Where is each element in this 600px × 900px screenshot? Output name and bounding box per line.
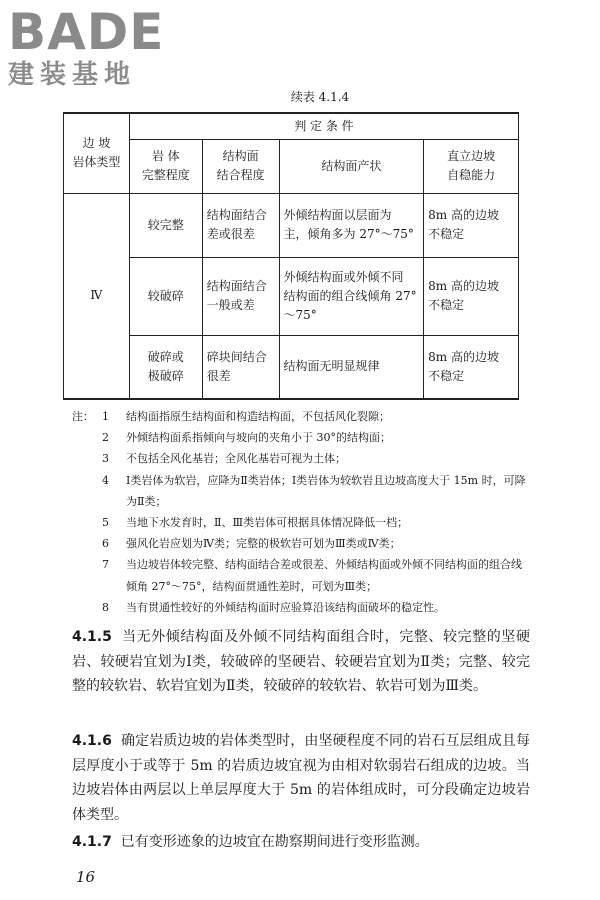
- notes-label: 注：: [72, 410, 94, 423]
- category-cell: Ⅳ: [64, 193, 130, 399]
- header-judgment-conditions: 判 定 条 件: [129, 113, 518, 139]
- page-number: 16: [76, 868, 96, 886]
- note-item: 7 当边坡岩体较完整、结构面结合差或很差、外倾结构面或外倾不同结构面的组合线倾角 27°～75°，结构面贯通性差时，可划为Ⅲ类；: [102, 558, 522, 593]
- rock-mass-classification-table: [63, 112, 519, 400]
- bade-logo: [8, 3, 165, 90]
- note-item: 3 不包括全风化基岩；全风化基岩可视为土体；: [102, 452, 346, 466]
- clause-4-1-6: [72, 729, 530, 827]
- stability-cell: 8m 高的边坡 不稳定: [424, 257, 519, 335]
- attitude-cell: 结构面无明显规律: [279, 335, 424, 399]
- combination-cell: 碎块间结合 很差: [202, 335, 279, 399]
- clause-number: 4.1.5: [72, 629, 112, 645]
- note-item: 注： 1 结构面指原生结构面和构造结构面，不包括风化裂隙；: [72, 406, 532, 427]
- logo-subtitle: 建装基地: [8, 60, 137, 90]
- combination-cell: 结构面结合 一般或差: [202, 257, 279, 335]
- stability-cell: 8m 高的边坡 不稳定: [424, 193, 519, 257]
- table-row: [64, 257, 519, 335]
- stability-cell: 8m 高的边坡 不稳定: [424, 335, 519, 399]
- clause-4-1-5: [72, 625, 530, 699]
- integrity-cell: 破碎或 极破碎: [129, 335, 202, 399]
- header-stability: 直立边坡 自稳能力: [424, 139, 519, 193]
- table-notes: [72, 406, 532, 618]
- attitude-cell: 外倾结构面以层面为 主，倾角多为 27°～75°: [279, 193, 424, 257]
- clause-number: 4.1.6: [72, 733, 112, 749]
- header-slope-rock-type: 边 坡 岩体类型: [64, 113, 130, 193]
- clause-text: 已有变形迹象的边坡宜在勘察期间进行变形监测。: [120, 834, 429, 850]
- note-item: 8 当有贯通性较好的外倾结构面时应验算沿该结构面破坏的稳定性。: [102, 600, 445, 614]
- note-item: 2 外倾结构面系指倾向与坡向的夹角小于 30°的结构面；: [102, 431, 391, 445]
- integrity-cell: 较破碎: [129, 257, 202, 335]
- clause-number: 4.1.7: [72, 834, 112, 850]
- clause-4-1-7: [72, 830, 530, 855]
- note-item: 4 Ⅰ类岩体为软岩，应降为Ⅱ类岩体；Ⅰ类岩体为较软岩且边坡高度大于 15m 时，可降为Ⅱ类；: [102, 473, 526, 508]
- table-caption: 续表 4.1.4: [290, 90, 350, 104]
- note-item: 6 强风化岩应划为Ⅳ类；完整的极软岩可划为Ⅲ类或Ⅳ类；: [102, 537, 401, 551]
- table-row: [64, 193, 519, 257]
- header-integrity: 岩 体 完整程度: [129, 139, 202, 193]
- header-attitude: 结构面产状: [279, 139, 424, 193]
- clause-text: 当无外倾结构面及外倾不同结构面组合时，完整、较完整的坚硬岩、较硬岩宜划为Ⅰ类，较破碎的坚硬岩、较硬岩宜划为Ⅱ类；完整、较完整的较软岩、软岩宜划为Ⅱ类，较破碎的较软岩、软岩可划为Ⅲ类。: [72, 629, 530, 694]
- attitude-cell: 外倾结构面或外倾不同 结构面的组合线倾角 27° ～75°: [279, 257, 424, 335]
- note-item: 5 当地下水发育时，Ⅱ、Ⅲ类岩体可根据具体情况降低一档；: [102, 516, 409, 530]
- header-combination: 结构面 结合程度: [202, 139, 279, 193]
- logo-wordmark: BADE: [8, 3, 165, 61]
- integrity-cell: 较完整: [129, 193, 202, 257]
- combination-cell: 结构面结合 差或很差: [202, 193, 279, 257]
- table-row: [64, 335, 519, 399]
- clause-text: 确定岩质边坡的岩体类型时，由坚硬程度不同的岩石互层组成且每层厚度小于或等于 5m 的岩质边坡宜视为由相对软弱岩石组成的边坡。当边坡岩体由两层以上单层厚度大于 5m 的岩体组成时，可分段确定边坡岩体类型。: [72, 733, 531, 823]
